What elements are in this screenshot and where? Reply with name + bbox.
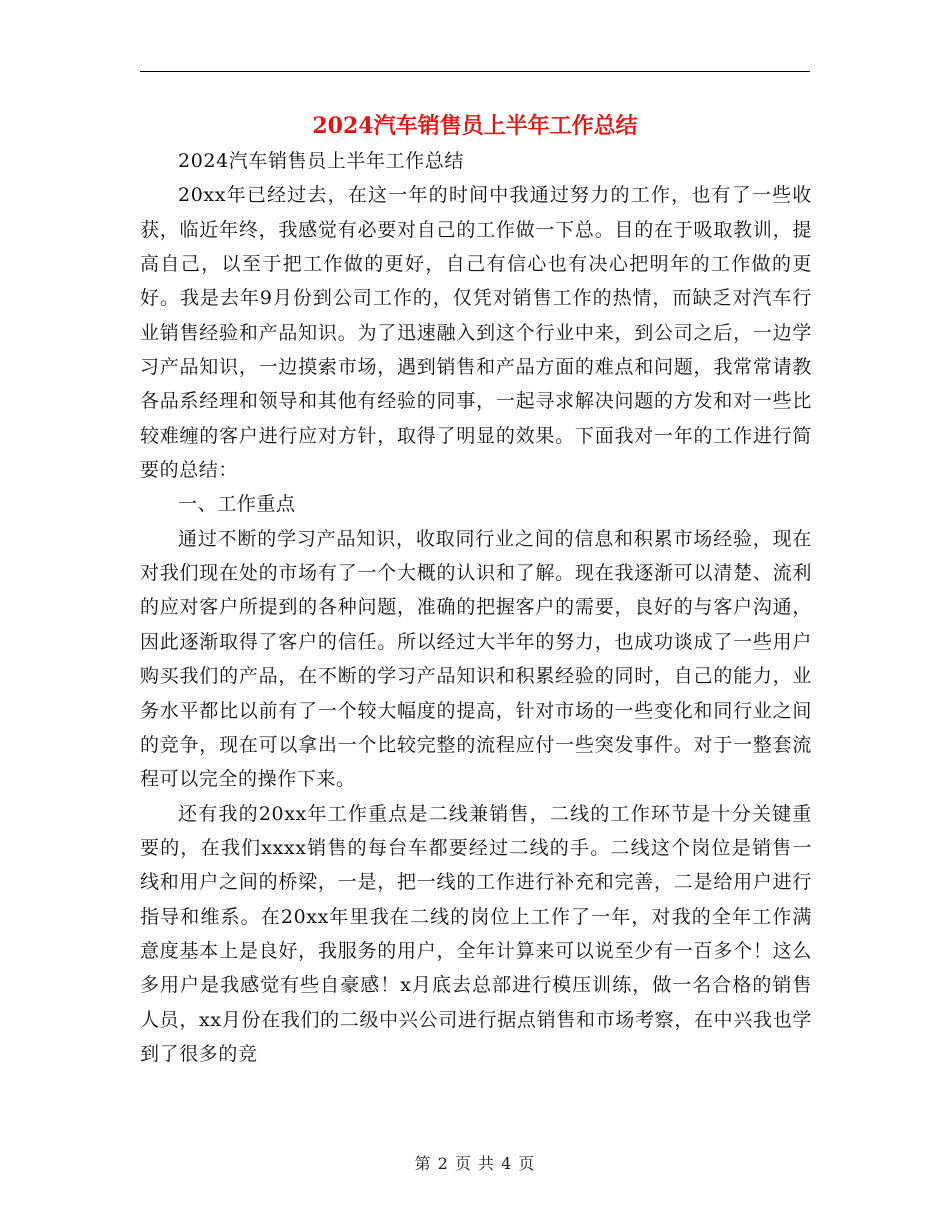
body-paragraph-second-line: 还有我的20xx年工作重点是二线兼销售，二线的工作环节是十分关键重要的，在我们xxxx销售的每台车都要经过二线的手。二线这个岗位是销售一线和用户之间的桥梁，一是，把一线的工作进行补充和完善，二是给用户进行指导和维系。在20xx年里我在二线的岗位上工作了一年，对我的全年工作满意度基本上是良好，我服务的用户，全年计算来可以说至少有一百多个！这么多用户是我感觉有些自豪感！x月底去总部进行模压训练，做一名合格的销售人员，xx月份在我们的二级中兴公司进行据点销售和市场考察，在中兴我也学到了很多的竞 (140, 802, 812, 1065)
body-paragraph-learning: 通过不断的学习产品知识，收取同行业之间的信息和积累市场经验，现在对我们现在处的市场有了一个大概的认识和了解。现在我逐渐可以清楚、流利的应对客户所提到的各种问题，准确的把握客户的需要，良好的与客户沟通，因此逐渐取得了客户的信任。所以经过大半年的努力，也成功谈成了一些用户购买我们的产品，在不断的学习产品知识和积累经验的同时，自己的能力，业务水平都比以前有了一个较大幅度的提高，针对市场的一些变化和同行业之间的竞争，现在可以拿出一个比较完整的流程应付一些突发事件。对于一整套流程可以完全的操作下来。 (140, 527, 812, 791)
header-rule (140, 71, 810, 72)
body-paragraph-subtitle: 2024汽车销售员上半年工作总结 (178, 150, 464, 172)
page-footer: 第 2 页 共 4 页 (414, 1154, 536, 1173)
section-heading-work-focus: 一、工作重点 (178, 493, 296, 516)
body-paragraph-intro: 20xx年已经过去，在这一年的时间中我通过努力的工作，也有了一些收获，临近年终，我感觉有必要对自己的工作做一下总。目的在于吸取教训，提高自己，以至于把工作做的更好，自己有信心也有决心把明年的工作做的更好。我是去年9月份到公司工作的，仅凭对销售工作的热情，而缺乏对汽车行业销售经验和产品知识。为了迅速融入到这个行业中来，到公司之后，一边学习产品知识，一边摸索市场，遇到销售和产品方面的难点和问题，我常常请教各品系经理和领导和其他有经验的同事，一起寻求解决问题的方发和对一些比较难缠的客户进行应对方针，取得了明显的效果。下面我对一年的工作进行简要的总结： (140, 184, 812, 482)
document-body (140, 144, 812, 1071)
document-title: 2024汽车销售员上半年工作总结 (312, 113, 638, 139)
